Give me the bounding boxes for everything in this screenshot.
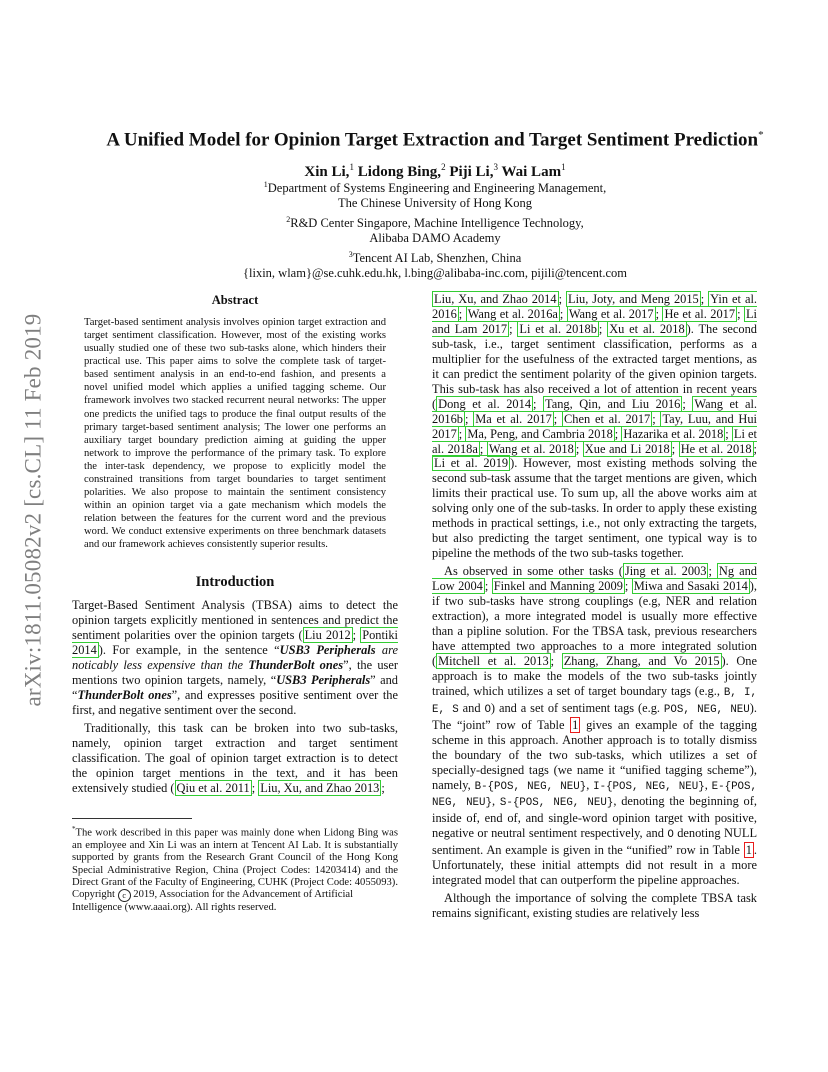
citation-link[interactable]: Li et al. 2018b (519, 321, 597, 336)
text-run: ; (251, 780, 259, 795)
citation-link[interactable]: Li and Lam 2017 (432, 306, 757, 336)
abstract-text: Target-based sentiment analysis involves opinion target extraction and target sentiment classification. However, most of the existing works usually studied one of these two sub-tasks alone, which hinders their practical use. This paper aims to solve the complete task of target-based sentiment analysis in an end-to-end fashion, and presents a novel unified model which applies a unified tagging scheme. Our framework involves two stacked recurrent neural networks: The upper one predicts the unified tags to produce the final output results of the primary target-based sentiment analysis; The lower one performs an auxiliary target boundary prediction aiming at guiding the upper network to improve the performance of the primary task. To explore the inter-task dependency, we propose to explicitly model the constrained transitions from target boundaries to target sentiment polarities. We also propose to maintain the sentiment consistency within an opinion target via a gate mechanism which models the relation between the features for the current word and the previous word. We conduct extensive experiments on three benchmark datasets and our framework achieves consistently superior results. (84, 317, 386, 551)
citation-link[interactable]: Wang et al. 2017 (568, 306, 654, 321)
arxiv-sidebar-stamp (14, 290, 54, 730)
affil-text: The Chinese University of Hong Kong (337, 196, 533, 211)
email-line (60, 266, 810, 281)
affiliation-line (60, 212, 810, 231)
affil-text: Alibaba DAMO Academy (369, 231, 501, 246)
text-run: ; (458, 306, 466, 321)
paper-title (60, 123, 810, 152)
citation-link[interactable]: Liu, Xu, and Zhao 2014 (434, 292, 557, 306)
text-run: and (458, 700, 485, 715)
intro-paragraph-1 (72, 598, 398, 718)
text-run: ” and “ (72, 673, 398, 703)
text-run: ; (655, 306, 663, 321)
citation-link[interactable]: Chen et al. 2017 (564, 411, 651, 426)
citation-link[interactable]: Tang, Qin, and Liu 2016 (545, 396, 681, 411)
title-footnote-mark: * (758, 129, 764, 141)
text-run: ”, and expresses positive sentiment over the first, and negative sentiment over the second. (72, 688, 399, 718)
text-run: ; (553, 411, 563, 426)
citation-link[interactable]: He et al. 2017 (664, 306, 736, 321)
text-run: ). For example, in the sentence “ (98, 643, 280, 658)
text-run: As observed in some other tasks ( (444, 564, 623, 579)
tag-set: B-{POS, NEG, NEU} (474, 780, 587, 793)
tag-set: O (667, 829, 674, 842)
text-run: ; (352, 628, 361, 643)
text-run: , (491, 794, 500, 809)
citation-link[interactable]: Ng and Low 2004 (432, 564, 757, 594)
intro-paragraph-4: Although the importance of solving the complete TBSA task remains significant, existing studies are relatively less (432, 891, 757, 921)
text-run: ; (464, 411, 474, 426)
intro-paragraph-2-start (72, 721, 398, 796)
tag-set: E-{POS, NEG, NEU} (432, 780, 757, 810)
text-run: ; (737, 306, 744, 321)
text-run: , denoting the beginning of, inside of, end of, and single-word opinion target with positive, negative or neutral sentiment respectively, and (432, 794, 757, 841)
text-run: ”, the user mentions two opinion targets, namely, “ (72, 658, 398, 688)
affil-text: Department of Systems Engineering and Engineering Management, (267, 181, 607, 196)
citation-link[interactable]: Ma, Peng, and Cambria 2018 (467, 426, 613, 441)
intro-paragraph-2-continued (432, 292, 757, 561)
author-affil-mark: 3 (493, 162, 498, 172)
text-run: ). However, most existing methods solving the second sub-task assume that the target mentions are given, which limits their practical use. To sum up, all the above works aim at solving only one of the sub-tasks. In order to apply these existing methods in practical settings, i.e., not only extracting the targets, but also predicting the target sentiment, one typical way is to pipeline the methods of the two sub-tasks together. (432, 456, 757, 561)
text-run: ). The “joint” row of Table (432, 700, 757, 732)
copyright-symbol: c (118, 889, 131, 902)
tag-set: I-{POS, NEG, NEU} (593, 780, 705, 793)
text-run: . Unfortunately, these initial attempts did not result in a more integrated model that can outperform the pipeline approaches. (432, 843, 757, 888)
text-run: ; (652, 411, 661, 426)
text-run: Copyright (72, 889, 118, 901)
citation-link[interactable]: Wang et al. 2018 (488, 441, 574, 456)
author-name: Wai Lam (501, 164, 562, 180)
footnote-text: The work described in this paper was mainly done when Lidong Bing was an employee and Xin Li was an intern at Tencent AI Lab. It is substantially supported by grants from the Research Grant Council of the Hong Kong Special Administrative Region, China (Project Codes: 14203414) and the Direct Grant of the Faculty of Engineering, CUHK (Project Code: 4055093). (72, 827, 398, 888)
table-ref-link[interactable]: 1 (572, 717, 579, 732)
author-name: Xin Li, (304, 164, 350, 180)
author-emails: {lixin, wlam}@se.cuhk.edu.hk, l.bing@alibaba-inc.com, pijili@tencent.com (243, 265, 627, 280)
text-run: ; (753, 441, 757, 456)
author-affil-mark: 1 (561, 162, 566, 172)
author-name: Lidong Bing, (357, 164, 442, 180)
text-run: ; (671, 441, 679, 456)
footnote-mark: * (72, 824, 76, 833)
example-target: USB3 Peripherals (276, 673, 371, 688)
citation-link[interactable]: Li et al. 2018a (432, 426, 757, 456)
abstract-heading: Abstract (211, 293, 259, 307)
text-run: ). The second sub-task, i.e., target sentiment classification, performs as a multiplier for the usefulness of the extracted target mentions, as it can predict the sentiment polarity of the given opinion targets. This sub-task has also received a lot of attention in recent years ( (432, 321, 758, 411)
citation-link[interactable]: Liu 2012 (304, 628, 351, 643)
text-run: ). One approach is to make the models of the two sub-tasks jointly trained, which utilizes a set of target boundary tags (e.g., (432, 653, 758, 698)
text-run: , (586, 777, 594, 792)
author-affil-mark: 2 (441, 162, 446, 172)
citation-link[interactable]: Wang et al. 2016a (467, 306, 558, 321)
citation-link[interactable]: Tay, Luu, and Hui 2017 (432, 411, 757, 441)
author-affil-mark: 1 (349, 162, 354, 172)
citation-link[interactable]: Yin et al. 2016 (432, 292, 757, 321)
copyright-notice (72, 889, 398, 914)
text-run: ; (458, 426, 466, 441)
text-run: ; (533, 396, 544, 411)
affil-text: Tencent AI Lab, Shenzhen, China (352, 250, 522, 265)
affiliation-line (60, 177, 810, 196)
author-name: Piji Li, (449, 164, 494, 180)
tag-set: O (484, 703, 491, 716)
affil-mark: 3 (348, 249, 353, 259)
right-column (432, 292, 757, 921)
citation-link[interactable]: Miwa and Sasaki 2014 (633, 579, 748, 594)
text-run: ), if two sub-tasks have strong couplings (e.g, NER and relation extraction), a more integrated model is usually more effective than a pipline solution. For the TBSA task, previous researchers have attempted two approaches to a more integrated solution ( (432, 579, 758, 668)
text-run: ; (725, 426, 732, 441)
intro-paragraph-3 (432, 564, 757, 888)
citation-link[interactable]: Dong et al. 2014 (438, 396, 532, 411)
citation-link[interactable]: Xue and Li 2018 (584, 441, 670, 456)
citation-link[interactable]: Ma et al. 2017 (475, 411, 552, 426)
text-run: ; (614, 426, 622, 441)
affiliation-line (60, 247, 810, 266)
text-run: ; (559, 306, 567, 321)
text-run: Target-Based Sentiment Analysis (TBSA) aims to detect the opinion targets explicitly mentioned in sentences and predict the sentiment polarities over the opinion targets ( (72, 598, 398, 643)
text-run: Traditionally, this task can be broken into two sub-tasks, namely, opinion target extraction and target sentiment classification. The goal of opinion target extraction is to detect the opinion target mentions in the text, and it has been extensively studied ( (72, 721, 398, 795)
citation-link[interactable]: Hazarika et al. 2018 (623, 426, 724, 441)
citation-link[interactable]: Jing et al. 2003 (624, 564, 707, 579)
example-target: USB3 Peripherals (279, 643, 376, 658)
text-run: ; (484, 579, 492, 594)
affiliation-line (60, 196, 810, 211)
text-run: , (704, 777, 712, 792)
tag-set: B, I, E, S (432, 686, 757, 716)
table-ref-link[interactable]: 1 (745, 843, 752, 858)
citation-link[interactable]: Li et al. 2019 (434, 456, 509, 471)
text-run: ; (708, 564, 717, 579)
affiliations (60, 177, 810, 281)
citation-link[interactable]: Mitchell et al. 2013 (438, 653, 549, 668)
text-run: 2019, Association for the Advancement of Artificial Intelligence (www.aaai.org). All rights reserved. (72, 889, 354, 914)
citation-link[interactable]: Finkel and Manning 2009 (493, 579, 623, 594)
text-run: gives an example of the tagging scheme in this approach. Another approach is to totally dismiss the boundary of the two sub-tasks, which utilizes a set of specially-designed tags (we name it “unified tagging scheme”), namely, (432, 717, 757, 792)
text-run: ; (558, 292, 566, 306)
citation-link[interactable]: He et al. 2018 (680, 441, 752, 456)
tag-set: POS, NEG, NEU (663, 703, 750, 716)
citation-link[interactable]: Liu, Xu, and Zhao 2013 (260, 780, 380, 795)
text-run: ; (598, 321, 608, 336)
affil-text: R&D Center Singapore, Machine Intelligence Technology, (290, 215, 584, 230)
example-text: are noticably less expensive than the (72, 643, 398, 673)
text-run: ; (381, 780, 385, 795)
affil-mark: 2 (286, 214, 291, 224)
tag-set: S-{POS, NEG, NEU} (499, 797, 614, 810)
text-run: ; (509, 321, 518, 336)
citation-link[interactable]: Wang et al. 2016b (432, 396, 758, 426)
left-column (72, 292, 398, 915)
citation-link[interactable]: Zhang, Zhang, and Vo 2015 (563, 653, 720, 668)
citation-link[interactable]: Qiu et al. 2011 (176, 780, 250, 795)
example-target: ThunderBolt ones (248, 658, 344, 673)
text-run: ; (550, 653, 562, 668)
text-run: denoting NULL sentiment. An example is given in the “unified” row in Table (432, 826, 758, 858)
affil-mark: 1 (263, 180, 268, 189)
citation-link[interactable]: Xu et al. 2018 (609, 321, 685, 336)
footnote (72, 823, 398, 890)
text-run: ; (682, 396, 693, 411)
footnote-rule (72, 818, 192, 819)
introduction-heading: Introduction (195, 574, 275, 591)
paper-title-text: A Unified Model for Opinion Target Extraction and Target Sentiment Prediction (106, 129, 759, 151)
citation-link[interactable]: Pontiki 2014 (72, 628, 398, 658)
example-target: ThunderBolt ones (77, 688, 172, 703)
text-run: ; (575, 441, 583, 456)
citation-link[interactable]: Liu, Joty, and Meng 2015 (568, 292, 699, 306)
text-run: ; (479, 441, 487, 456)
text-run: ; (700, 292, 709, 306)
affiliation-line (60, 231, 810, 246)
text-run: ; (624, 579, 632, 594)
arxiv-id: arXiv:1811.05082v2 [cs.CL] 11 Feb 2019 (21, 313, 46, 707)
text-run: ) and a set of sentiment tags (e.g. (490, 700, 664, 715)
